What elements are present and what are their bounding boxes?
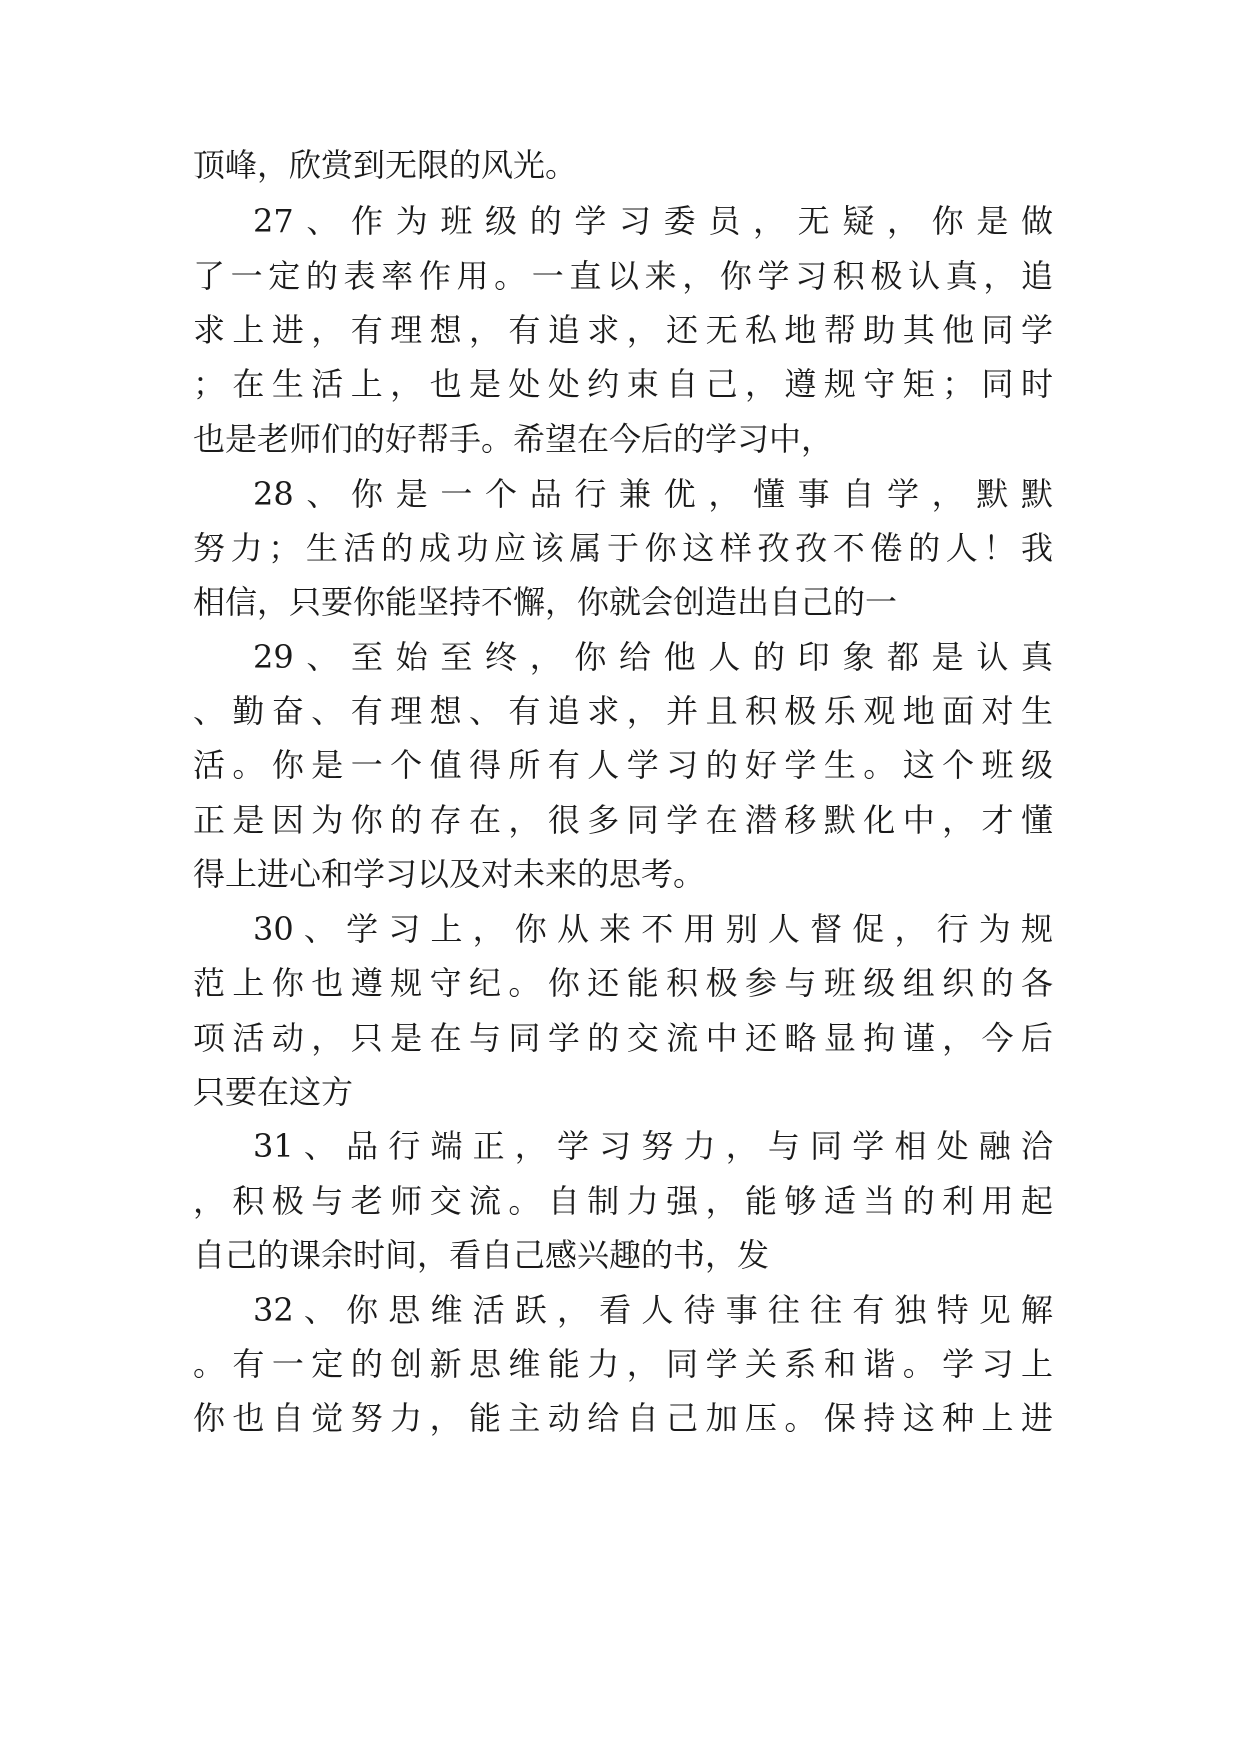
text-line: 32、你思维活跃，看人待事往往有独特见解 — [253, 1291, 1053, 1329]
text-line: 项活动，只是在与同学的交流中还略显拘谨，今后 — [193, 1019, 1053, 1057]
text-line: 范上你也遵规守纪。你还能积极参与班级组织的各 — [193, 964, 1053, 1002]
text-line: 27、作为班级的学习委员，无疑，你是做 — [253, 202, 1053, 240]
text-line: 相信，只要你能坚持不懈，你就会创造出自己的一 — [193, 583, 898, 621]
text-line: 30、学习上，你从来不用别人督促，行为规 — [253, 910, 1053, 948]
text-line: ；在生活上，也是处处约束自己，遵规守矩；同时 — [193, 365, 1053, 403]
text-line: 。有一定的创新思维能力，同学关系和谐。学习上 — [193, 1345, 1053, 1383]
text-line: 求上进，有理想，有追求，还无私地帮助其他同学 — [193, 311, 1053, 349]
text-line: 31、品行端正，学习努力，与同学相处融洽 — [253, 1127, 1053, 1165]
text-line: 得上进心和学习以及对未来的思考。 — [193, 855, 706, 893]
text-line: 29、至始至终，你给他人的印象都是认真 — [253, 638, 1053, 676]
text-line: 顶峰，欣赏到无限的风光。 — [193, 146, 578, 184]
text-line: 、勤奋、有理想、有追求，并且积极乐观地面对生 — [193, 692, 1053, 730]
text-line: 你也自觉努力，能主动给自己加压。保持这种上进 — [193, 1399, 1053, 1437]
text-line: 28、你是一个品行兼优，懂事自学，默默 — [253, 475, 1053, 513]
text-line: ，积极与老师交流。自制力强，能够适当的利用起 — [193, 1182, 1053, 1220]
text-line: 努力；生活的成功应该属于你这样孜孜不倦的人！我 — [193, 529, 1053, 567]
text-line: 正是因为你的存在，很多同学在潜移默化中，才懂 — [193, 801, 1053, 839]
text-line: 活。你是一个值得所有人学习的好学生。这个班级 — [193, 746, 1053, 784]
text-line: 了一定的表率作用。一直以来，你学习积极认真，追 — [193, 257, 1053, 295]
text-line: 也是老师们的好帮手。希望在今后的学习中， — [193, 420, 834, 458]
text-line: 只要在这方 — [193, 1073, 354, 1111]
text-line: 自己的课余时间，看自己感兴趣的书，发 — [193, 1236, 770, 1274]
